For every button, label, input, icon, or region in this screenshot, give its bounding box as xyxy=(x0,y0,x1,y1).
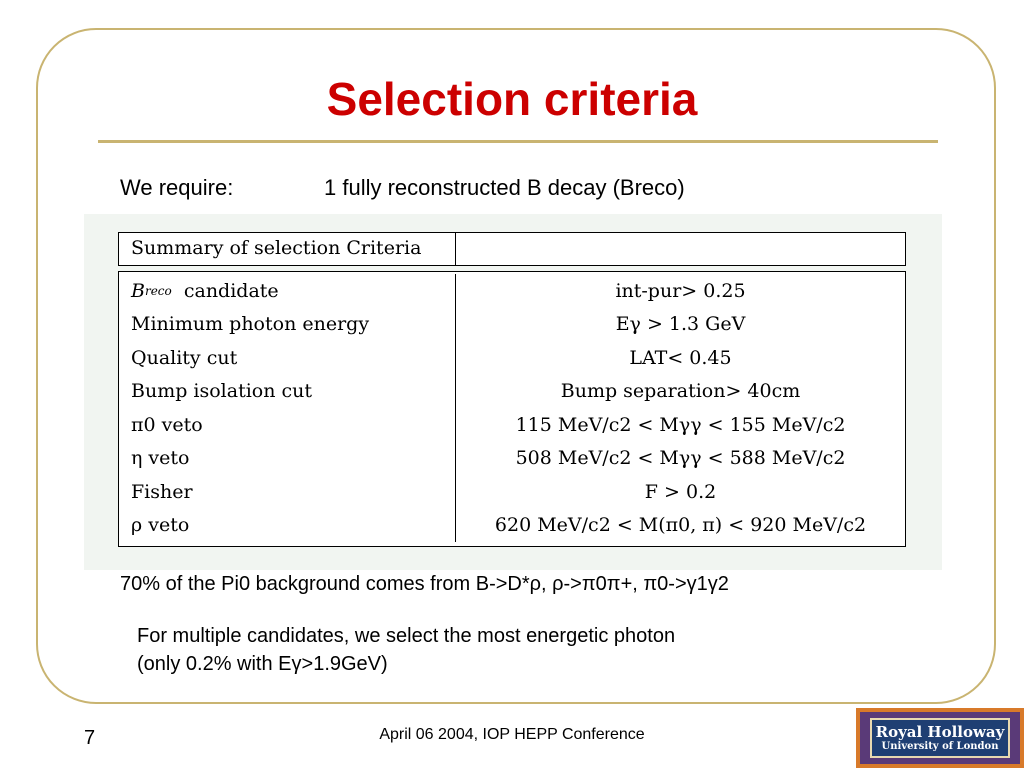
cut-cell: 115 MeV/c2 < Mγγ < 155 MeV/c2 xyxy=(515,413,846,436)
criterion-cell: Quality cut xyxy=(119,341,456,375)
table-row xyxy=(119,442,905,476)
logo-inner xyxy=(870,718,1010,758)
background-note: 70% of the Pi0 background comes from B->D*ρ, ρ->π0π+, π0->γ1γ2 xyxy=(120,573,729,595)
table-row xyxy=(119,308,905,342)
selection-criteria-table xyxy=(118,232,906,547)
table-row xyxy=(119,509,905,543)
footer-text: April 06 2004, IOP HEPP Conference xyxy=(379,726,645,743)
criterion-cell: Minimum photon energy xyxy=(119,308,456,342)
multi-candidate-line-1: For multiple candidates, we select the most energetic photon xyxy=(137,625,676,647)
cut-cell: Eγ > 1.3 GeV xyxy=(615,313,746,336)
requirement-value: 1 fully reconstructed B decay (Breco) xyxy=(324,175,685,200)
criterion-cell: B reco candidate xyxy=(119,274,456,308)
table-row xyxy=(119,274,905,308)
cut-cell: 508 MeV/c2 < Mγγ < 588 MeV/c2 xyxy=(515,447,846,470)
criterion-cell: η veto xyxy=(119,442,456,476)
table-row xyxy=(119,408,905,442)
logo-line-2: University of London xyxy=(881,740,999,752)
criterion-cell: ρ veto xyxy=(119,509,456,543)
royal-holloway-logo xyxy=(856,708,1024,768)
title-divider xyxy=(98,140,938,143)
table-body xyxy=(118,271,906,547)
table-row xyxy=(119,341,905,375)
cut-cell: LAT< 0.45 xyxy=(629,346,732,369)
logo-line-1: Royal Holloway xyxy=(875,722,1005,741)
criterion-cell: Bump isolation cut xyxy=(119,375,456,409)
table-header-row xyxy=(118,232,906,266)
multi-candidate-note xyxy=(137,622,675,678)
requirement-label: We require: xyxy=(120,175,234,200)
table-header-title: Summary of selection Criteria xyxy=(119,233,456,265)
table-row xyxy=(119,475,905,509)
cut-cell: Bump separation> 40cm xyxy=(560,380,801,403)
cut-cell: int-pur> 0.25 xyxy=(615,279,746,302)
slide-title: Selection criteria xyxy=(326,73,698,125)
multi-candidate-line-2: (only 0.2% with Eγ>1.9GeV) xyxy=(137,653,388,675)
criterion-cell: π0 veto xyxy=(119,408,456,442)
table-row xyxy=(119,375,905,409)
cut-cell: 620 MeV/c2 < M(π0, π) < 920 MeV/c2 xyxy=(494,514,867,537)
table-header-empty xyxy=(456,233,905,265)
cut-cell: F > 0.2 xyxy=(644,480,717,503)
criterion-cell: Fisher xyxy=(119,475,456,509)
page-number: 7 xyxy=(84,727,96,749)
